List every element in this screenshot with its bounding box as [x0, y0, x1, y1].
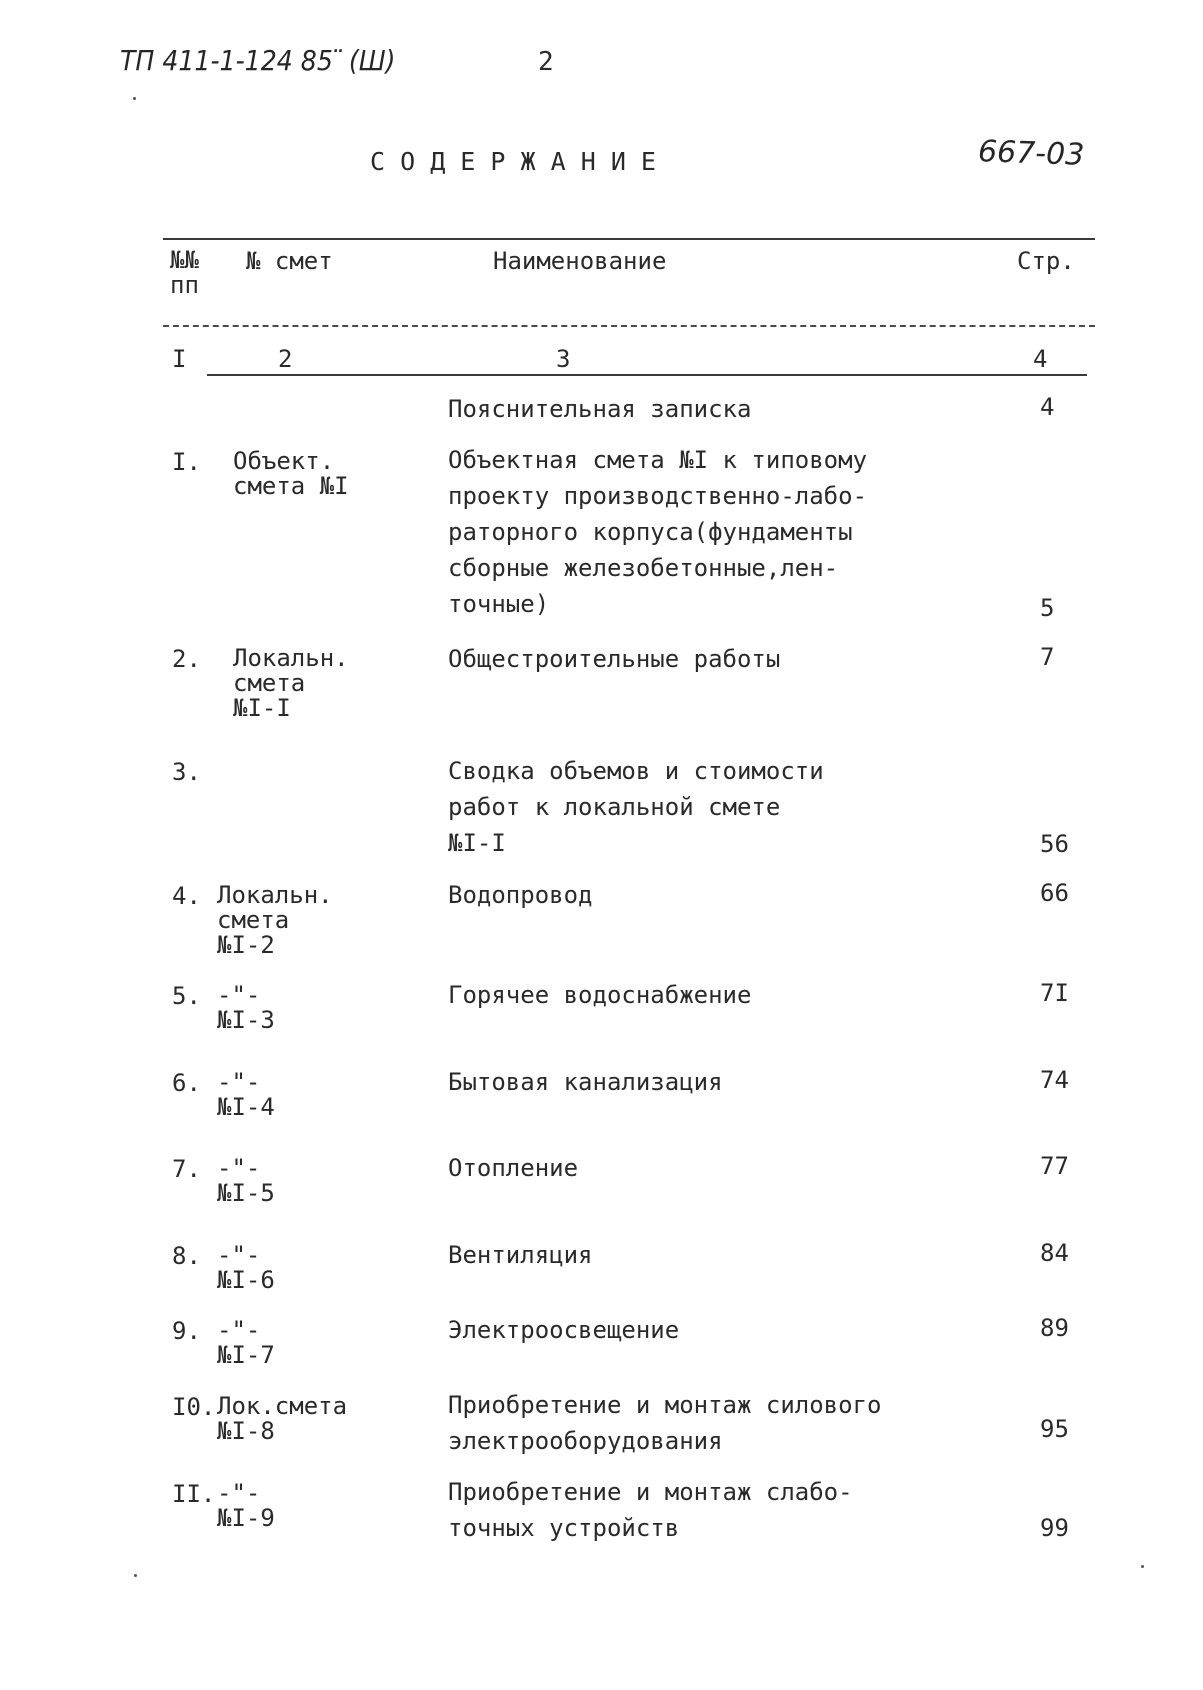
row-num: 8.: [172, 1242, 201, 1270]
column-number: 3: [556, 345, 571, 373]
row-page: 95: [1040, 1415, 1069, 1443]
row-smeta: -"- №I-9: [217, 1479, 275, 1532]
row-page: 7I: [1040, 979, 1069, 1007]
header-bottom-rule: [163, 325, 1095, 327]
row-name: Приобретение и монтаж силового электрооборудования: [448, 1391, 882, 1455]
row-num: 5.: [172, 982, 201, 1010]
header-smeta: № смет: [246, 247, 333, 275]
row-num: II.: [172, 1480, 216, 1508]
row-name: Горячее водоснабжение: [448, 981, 752, 1009]
page-title: С О Д Е Р Ж А Н И Е: [370, 147, 656, 176]
row-num: 2.: [172, 645, 201, 673]
row-smeta: -"- №I-6: [217, 1241, 275, 1294]
row-page: 56: [1040, 830, 1069, 858]
row-page: 74: [1040, 1066, 1069, 1094]
archive-number: 667-03: [977, 134, 1085, 173]
row-name: Вентиляция: [448, 1241, 593, 1269]
row-name: Сводка объемов и стоимости работ к локальной смете №I-I: [448, 757, 824, 857]
page-number: 2: [538, 47, 554, 77]
row-smeta: Объект. смета №I: [233, 447, 349, 500]
row-page: 84: [1040, 1239, 1069, 1267]
row-page: 66: [1040, 879, 1069, 907]
row-name: Объектная смета №I к типовому проекту производственно-лабо- раторного корпуса(фундаменты сборные железобетонные,лен- точные): [448, 446, 868, 618]
header-num: №№ пп: [170, 246, 199, 299]
row-name: Приобретение и монтаж слабо- точных устройств: [448, 1478, 853, 1542]
row-num: 9.: [172, 1317, 201, 1345]
row-num: 3.: [172, 758, 201, 786]
row-page: 99: [1040, 1514, 1069, 1542]
column-numbers-rule: [207, 374, 1087, 376]
row-name: Пояснительная записка: [448, 395, 752, 423]
row-smeta: -"- №I-3: [217, 981, 275, 1034]
column-number: 4: [1033, 345, 1048, 373]
row-smeta: Лок.смета №I-8: [217, 1392, 348, 1445]
row-page: 7: [1040, 643, 1055, 671]
row-smeta: -"- №I-4: [217, 1068, 275, 1121]
row-num: 4.: [172, 882, 201, 910]
table-top-rule: [163, 238, 1095, 240]
scan-speck: [134, 1574, 137, 1577]
row-page: 89: [1040, 1314, 1069, 1342]
row-num: I.: [172, 448, 201, 476]
document-code: ТП 411-1-124 85 ̈ (Ш): [120, 44, 396, 77]
header-name: Наименование: [493, 247, 667, 275]
row-name: Отопление: [448, 1154, 579, 1182]
scan-speck: [1141, 1565, 1144, 1568]
row-name: Электроосвещение: [448, 1316, 680, 1344]
row-page: 4: [1040, 393, 1055, 421]
row-smeta: Локальн. смета №I-2: [217, 881, 333, 959]
row-page: 5: [1040, 594, 1055, 622]
row-name: Водопровод: [448, 881, 593, 909]
column-number: I: [172, 345, 187, 373]
row-num: 6.: [172, 1069, 201, 1097]
row-page: 77: [1040, 1152, 1069, 1180]
row-num: I0.: [172, 1393, 216, 1421]
header-page: Стр.: [1017, 247, 1075, 275]
row-num: 7.: [172, 1155, 201, 1183]
row-smeta: -"- №I-7: [217, 1316, 275, 1369]
row-name: Общестроительные работы: [448, 645, 781, 673]
row-smeta: -"- №I-5: [217, 1154, 275, 1207]
column-number: 2: [278, 345, 293, 373]
row-name: Бытовая канализация: [448, 1068, 723, 1096]
scan-speck: [133, 97, 136, 100]
row-smeta: Локальн. смета №I-I: [233, 644, 349, 722]
